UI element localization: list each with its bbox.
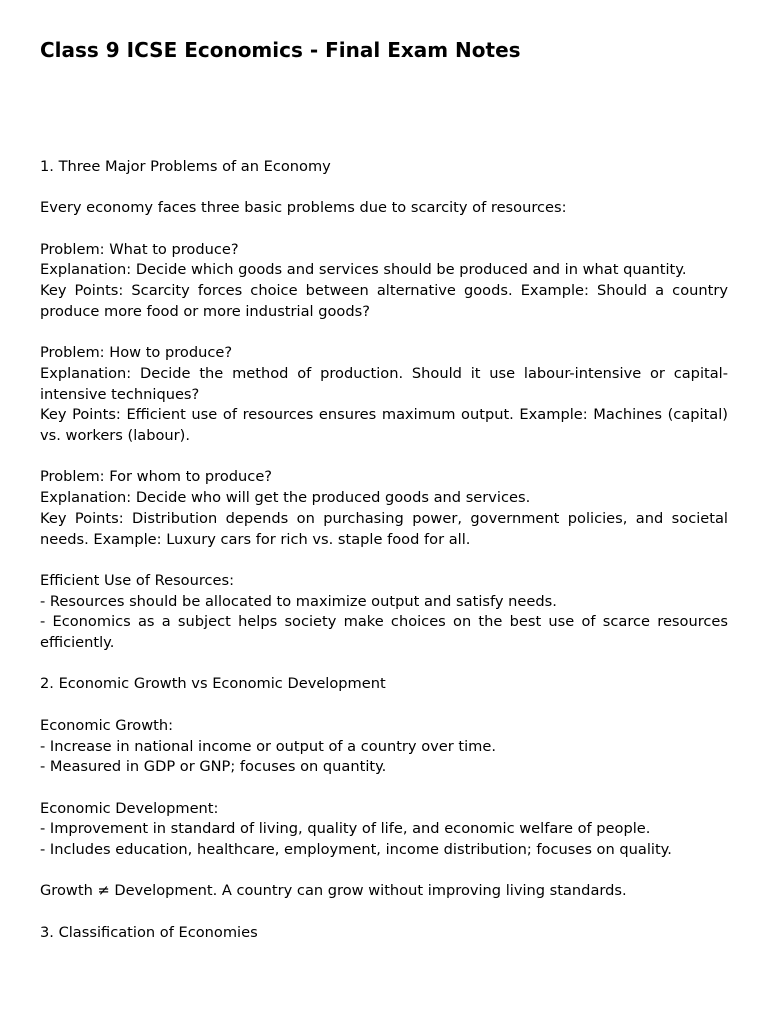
growth-point: - Increase in national income or output of a country over time. — [40, 737, 496, 755]
problem-how-keypoints: Key Points: Efficient use of resources ensures maximum output. Example: Machines (capital) vs. workers (labour). — [40, 406, 728, 445]
blank-line — [40, 323, 728, 344]
section-heading-1: 1. Three Major Problems of an Economy — [40, 158, 331, 175]
blank-line — [40, 695, 728, 716]
blank-line — [40, 654, 728, 675]
growth-heading: Economic Growth: — [40, 716, 174, 734]
section-heading-2: 2. Economic Growth vs Economic Development — [40, 675, 386, 693]
efficient-use-point: - Resources should be allocated to maximize output and satisfy needs. — [40, 592, 557, 610]
problem-whom-keypoints: Key Points: Distribution depends on purchasing power, government policies, and societal needs. Example: Luxury cars for rich vs. staple food for all. — [40, 509, 728, 548]
document-body — [40, 157, 728, 944]
blank-line — [40, 178, 728, 199]
page-title: Class 9 ICSE Economics - Final Exam Notes — [40, 38, 521, 62]
development-point: - Improvement in standard of living, quality of life, and economic welfare of people. — [40, 820, 651, 838]
problem-whom-explanation: Explanation: Decide who will get the produced goods and services. — [40, 489, 531, 507]
problem-what-title: Problem: What to produce? — [40, 240, 239, 258]
blank-line — [40, 861, 728, 882]
blank-line — [40, 219, 728, 240]
growth-point: - Measured in GDP or GNP; focuses on quantity. — [40, 758, 387, 776]
problem-what-explanation: Explanation: Decide which goods and services should be produced and in what quantity. — [40, 261, 687, 279]
problem-how-title: Problem: How to produce? — [40, 344, 233, 362]
efficient-use-heading: Efficient Use of Resources: — [40, 571, 235, 589]
blank-line — [40, 778, 728, 799]
blank-line — [40, 902, 728, 923]
problem-how-explanation: Explanation: Decide the method of production. Should it use labour-intensive or capital-intensive techniques? — [40, 364, 728, 403]
development-heading: Economic Development: — [40, 799, 219, 817]
efficient-use-point: - Economics as a subject helps society make choices on the best use of scarce resources efficiently. — [40, 613, 728, 652]
growth-vs-development-note: Growth ≠ Development. A country can grow without improving living standards. — [40, 882, 627, 900]
section-intro: Every economy faces three basic problems due to scarcity of resources: — [40, 199, 567, 217]
section-heading-3: 3. Classification of Economies — [40, 923, 258, 941]
development-point: - Includes education, healthcare, employment, income distribution; focuses on quality. — [40, 841, 672, 859]
blank-line — [40, 447, 728, 468]
problem-what-keypoints: Key Points: Scarcity forces choice between alternative goods. Example: Should a country produce more food or more industrial goods? — [40, 282, 728, 320]
problem-whom-title: Problem: For whom to produce? — [40, 468, 273, 486]
blank-line — [40, 550, 728, 571]
